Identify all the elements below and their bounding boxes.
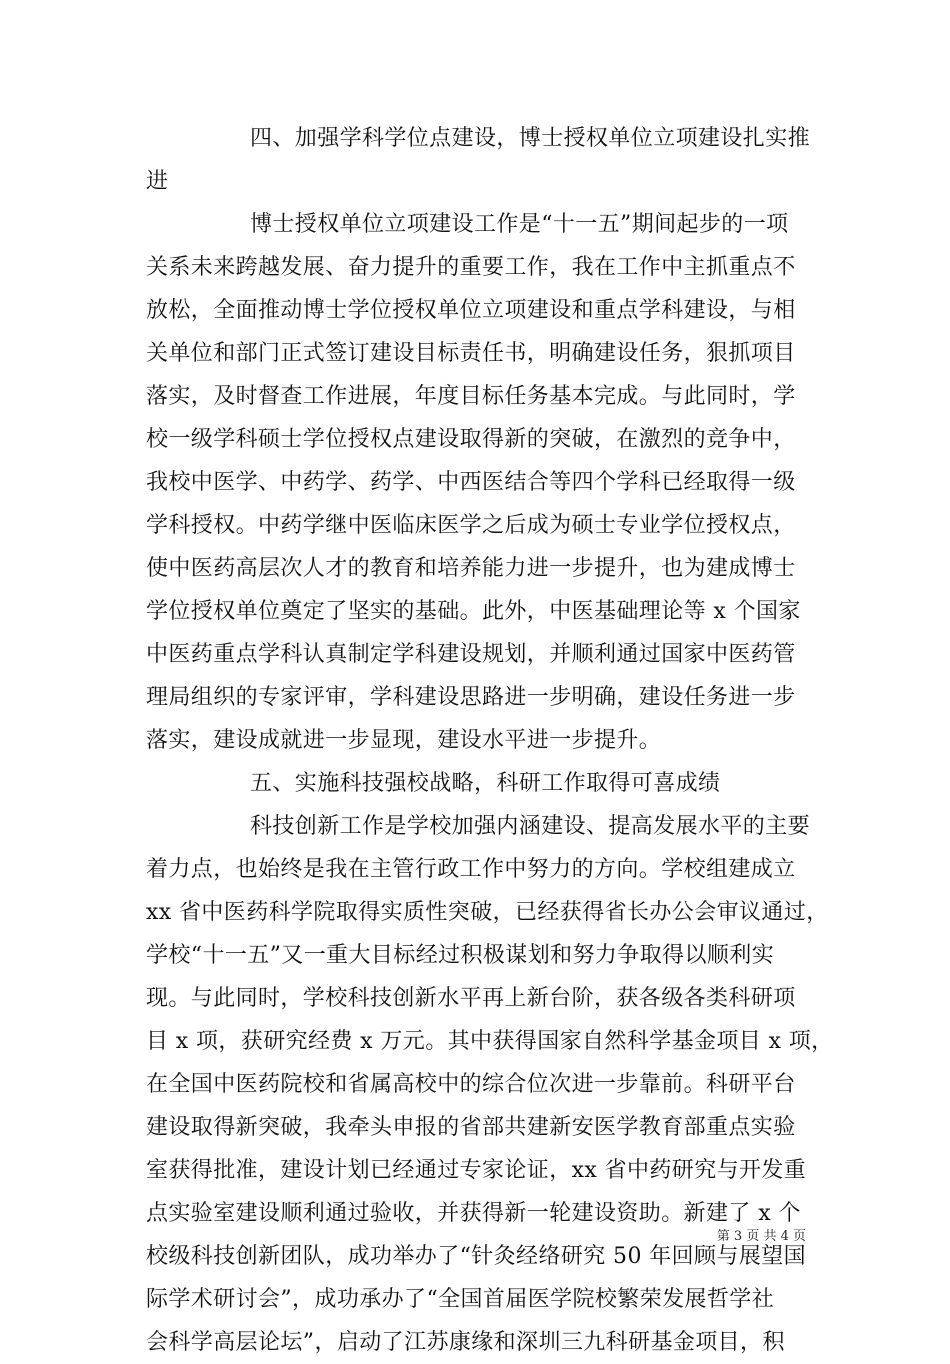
- text-line: 落实，及时督查工作进展，年度目标任务基本完成。与此同时，学: [146, 384, 796, 409]
- text-line: 进: [146, 169, 169, 194]
- document-body: [146, 117, 834, 1364]
- text-line: 校级科技创新团队，成功举办了“针灸经络研究 50 年回顾与展望国: [146, 1244, 807, 1269]
- text-line: 关系未来跨越发展、奋力提升的重要工作，我在工作中主抓重点不: [146, 255, 796, 280]
- text-line: xx 省中医药科学院取得实质性突破，已经获得省长办公会审议通过，: [146, 900, 829, 925]
- text-line: 现。与此同时，学校科技创新水平再上新台阶，获各级各类科研项: [146, 986, 796, 1011]
- text-line: 中医药重点学科认真制定学科建设规划，并顺利通过国家中医药管: [146, 642, 796, 667]
- text-line: 目 x 项，获研究经费 x 万元。其中获得国家自然科学基金项目 x 项，: [146, 1029, 834, 1054]
- text-line: 科技创新工作是学校加强内涵建设、提高发展水平的主要: [250, 814, 811, 839]
- text-line: 点实验室建设顺利通过验收，并获得新一轮建设资助。新建了 x 个: [146, 1201, 801, 1226]
- text-line: 放松，全面推动博士学位授权单位立项建设和重点学科建设，与相: [146, 298, 796, 323]
- text-line: 学科授权。中药学继中医临床医学之后成为硕士专业学位授权点，: [146, 513, 796, 538]
- text-line: 在全国中医药院校和省属高校中的综合位次进一步靠前。科研平台: [146, 1072, 796, 1097]
- text-line: 学位授权单位奠定了坚实的基础。此外，中医基础理论等 x 个国家: [146, 599, 801, 624]
- text-line: 五、实施科技强校战略，科研工作取得可喜成绩: [250, 771, 721, 796]
- text-line: 使中医药高层次人才的教育和培养能力进一步提升，也为建成博士: [146, 556, 796, 581]
- text-line: 际学术研讨会”，成功承办了“全国首届医学院校繁荣发展哲学社: [146, 1287, 775, 1312]
- text-line: 会科学高层论坛”，启动了江苏康缘和深圳三九科研基金项目，积: [146, 1330, 785, 1355]
- text-line: 着力点，也始终是我在主管行政工作中努力的方向。学校组建成立: [146, 857, 796, 882]
- text-line: 四、加强学科学位点建设，博士授权单位立项建设扎实推: [250, 126, 811, 151]
- text-line: 我校中医学、中药学、药学、中西医结合等四个学科已经取得一级: [146, 470, 796, 495]
- page-footer: [0, 1228, 806, 1246]
- page-number-label: 第 3 页 共 4 页: [716, 1229, 806, 1244]
- text-line: 学校“十一五”又一重大目标经过积极谋划和努力争取得以顺利实: [146, 943, 775, 968]
- text-line: 博士授权单位立项建设工作是“十一五”期间起步的一项: [250, 212, 789, 237]
- text-line: 关单位和部门正式签订建设目标责任书，明确建设任务，狠抓项目: [146, 341, 796, 366]
- text-line: 校一级学科硕士学位授权点建设取得新的突破，在激烈的竞争中，: [146, 427, 796, 452]
- text-line: 理局组织的专家评审，学科建设思路进一步明确，建设任务进一步: [146, 685, 796, 710]
- text-line: 落实，建设成就进一步显现，建设水平进一步提升。: [146, 728, 662, 753]
- text-line: 建设取得新突破，我牵头申报的省部共建新安医学教育部重点实验: [146, 1115, 796, 1140]
- text-line: 室获得批准，建设计划已经通过专家论证，xx 省中药研究与开发重: [146, 1158, 807, 1183]
